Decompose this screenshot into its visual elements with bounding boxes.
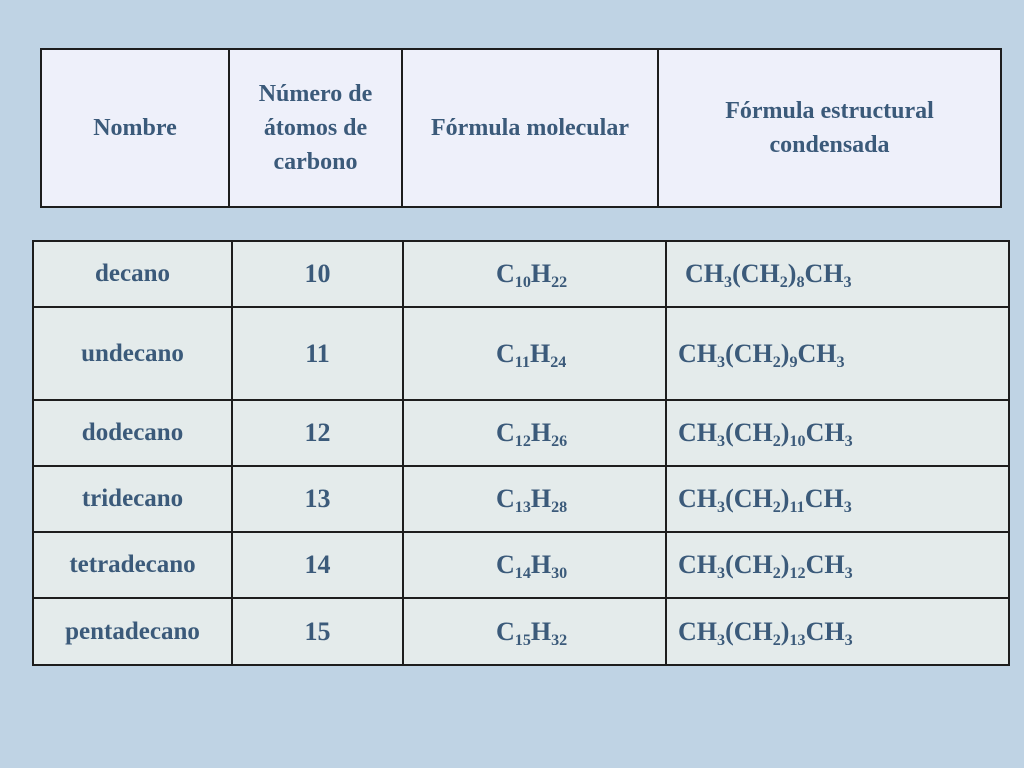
molecular-formula: $C_{15}H_{32}$ bbox=[496, 616, 568, 649]
header-name: Nombre bbox=[41, 49, 229, 207]
table-row bbox=[33, 598, 1009, 665]
structural-formula: $CH_3(CH_2)_{11}CH_3$ bbox=[678, 484, 852, 517]
molecular-formula-cell bbox=[403, 532, 666, 598]
header-molecular: Fórmula molecular bbox=[402, 49, 658, 207]
structural-formula-cell bbox=[666, 241, 1009, 307]
structural-formula: $CH_3(CH_2)_{13}CH_3$ bbox=[678, 616, 853, 649]
structural-formula: $CH_3(CH_2)_8CH_3$ bbox=[685, 259, 852, 292]
molecular-formula: $C_{12}H_{26}$ bbox=[496, 418, 568, 451]
table-row bbox=[33, 307, 1009, 400]
molecular-formula-cell bbox=[403, 400, 666, 466]
molecular-formula: $C_{10}H_{22}$ bbox=[496, 259, 568, 292]
alkane-name: dodecano bbox=[33, 400, 232, 466]
molecular-formula: $C_{13}H_{28}$ bbox=[496, 484, 568, 517]
header-table bbox=[40, 48, 1002, 208]
alkane-name: decano bbox=[33, 241, 232, 307]
alkane-name: undecano bbox=[33, 307, 232, 400]
structural-formula-cell bbox=[666, 466, 1009, 532]
header-row bbox=[41, 49, 1001, 207]
alkane-name: tetradecano bbox=[33, 532, 232, 598]
molecular-formula-cell bbox=[403, 307, 666, 400]
table-row bbox=[33, 532, 1009, 598]
structural-formula: $CH_3(CH_2)_{10}CH_3$ bbox=[678, 418, 853, 451]
header-carbons bbox=[229, 49, 402, 207]
alkane-name: pentadecano bbox=[33, 598, 232, 665]
structural-formula: $CH_3(CH_2)_{12}CH_3$ bbox=[678, 550, 853, 583]
header-structural bbox=[658, 49, 1001, 207]
carbon-count: 15 bbox=[232, 598, 403, 665]
table-row bbox=[33, 241, 1009, 307]
molecular-formula: $C_{14}H_{30}$ bbox=[496, 550, 568, 583]
table-row bbox=[33, 466, 1009, 532]
structural-formula: $CH_3(CH_2)_9CH_3$ bbox=[678, 338, 845, 371]
header-carbons-label: Número de átomos de carbono bbox=[258, 81, 373, 175]
structural-formula-cell bbox=[666, 532, 1009, 598]
carbon-count: 13 bbox=[232, 466, 403, 532]
alkane-name: tridecano bbox=[33, 466, 232, 532]
structural-formula-cell bbox=[666, 307, 1009, 400]
molecular-formula-cell bbox=[403, 598, 666, 665]
carbon-count: 11 bbox=[232, 307, 403, 400]
carbon-count: 14 bbox=[232, 532, 403, 598]
molecular-formula-cell bbox=[403, 466, 666, 532]
structural-formula-cell bbox=[666, 598, 1009, 665]
header-structural-label: Fórmula estructural condensada bbox=[725, 98, 934, 158]
molecular-formula: $C_{11}H_{24}$ bbox=[496, 338, 567, 371]
table-row bbox=[33, 400, 1009, 466]
structural-formula-cell bbox=[666, 400, 1009, 466]
carbon-count: 12 bbox=[232, 400, 403, 466]
alkane-table bbox=[32, 240, 1010, 666]
molecular-formula-cell bbox=[403, 241, 666, 307]
carbon-count: 10 bbox=[232, 241, 403, 307]
